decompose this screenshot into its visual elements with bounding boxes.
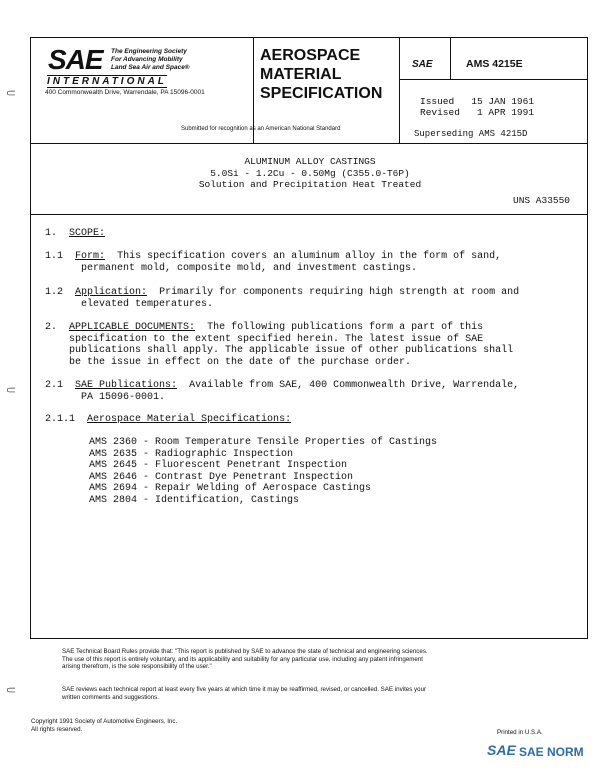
title-line: ALUMINUM ALLOY CASTINGS [244, 156, 376, 167]
section-2-1 [45, 380, 519, 403]
copyright [31, 718, 177, 733]
spec-title [31, 156, 589, 191]
logo-international: INTERNATIONAL [47, 76, 167, 87]
printed-in: Printed in U.S.A. [497, 729, 543, 736]
section-2-1-1 [45, 414, 291, 426]
divider [399, 38, 400, 143]
divider [399, 79, 587, 80]
logo-tagline [111, 48, 190, 72]
title-line: Solution and Precipitation Heat Treated [198, 179, 422, 190]
ams-number: AMS 4215E [466, 58, 523, 70]
section-text: The following publications form a part of this [207, 322, 484, 333]
section-1-2 [45, 287, 519, 310]
doc-type-line: SPECIFICATION [260, 85, 383, 102]
section-title: Aerospace Material Specifications: [87, 414, 292, 425]
submitted-note: Submitted for recognition as an American National Standard [181, 126, 341, 132]
section-label: Form: [75, 251, 106, 262]
issued-date: Issued 15 JAN 1961 [420, 96, 535, 107]
doc-type-line: AEROSPACE [260, 47, 361, 64]
logo-line: Land Sea Air and Space® [111, 64, 190, 71]
footer-line: The use of this report is entirely voluntary, and its applicability and suitability for any particular use, including any patent infringement [62, 655, 424, 663]
list-item: AMS 2646 - Contrast Dye Penetrant Inspection [89, 471, 354, 483]
section-1-heading [45, 228, 105, 240]
section-number: 2.1.1 [45, 414, 76, 425]
section-number: 1. [45, 228, 58, 239]
superseding: Superseding AMS 4215D [414, 129, 528, 139]
revised-date: Revised 1 APR 1991 [420, 107, 535, 118]
watermark-logo: SAE [487, 742, 516, 758]
list-item: AMS 2635 - Radiographic Inspection [89, 448, 294, 460]
watermark-text: SAE NORM [519, 745, 584, 759]
sae-logo: SAE [48, 44, 103, 75]
uns-number: UNS A33550 [513, 195, 571, 206]
title-line: 5.0Si - 1.2Cu - 0.50Mg (C355.0-T6P) [210, 167, 410, 179]
scan-mark: ⸦ [4, 682, 18, 698]
board-rules-note [62, 648, 428, 671]
section-number: 2.1 [45, 380, 64, 391]
section-text: specification to the extent specified herein. The latest issue of SAE [69, 333, 484, 345]
footer-line: SAE reviews each technical report at least every five years at which time it may be reaffirmed, revised, or cancelled. SAE invites your [62, 686, 427, 693]
review-note [62, 686, 426, 701]
section-number: 1.2 [45, 287, 64, 298]
footer-line: SAE Technical Board Rules provide that: "This report is published by SAE to advance the state of technical and engineering sciences. [62, 648, 428, 655]
section-text: PA 15096-0001. [81, 391, 166, 403]
section-title: APPLICABLE DOCUMENTS: [69, 322, 196, 333]
list-item: AMS 2804 - Identification, Castings [89, 494, 300, 506]
footer-line: Copyright 1991 Society of Automotive Engineers, Inc. [31, 718, 178, 725]
list-item: AMS 2645 - Fluorescent Penetrant Inspection [89, 460, 348, 471]
divider [450, 38, 451, 79]
footer-line: arising therefrom, is the sole responsibility of the user." [62, 663, 212, 671]
scan-mark: ⸦ [4, 85, 18, 101]
list-item: AMS 2360 - Room Temperature Tensile Properties of Castings [89, 437, 438, 448]
section-text: permanent mold, composite mold, and investment castings. [81, 262, 418, 274]
scan-mark: ⸦ [4, 382, 18, 398]
section-text: be the issue in effect on the date of the purchase order. [69, 356, 412, 368]
section-1-1 [45, 251, 501, 274]
doc-type [260, 46, 382, 103]
section-label: Application: [75, 287, 148, 298]
list-item: AMS 2694 - Repair Welding of Aerospace Castings [89, 483, 372, 494]
section-title: SCOPE: [69, 228, 106, 239]
footer-line: All rights reserved. [31, 725, 83, 733]
address: 400 Commonwealth Drive, Warrendale, PA 15096-0001 [45, 89, 205, 96]
section-text: publications shall apply. The applicable issue of other publications shall [69, 345, 514, 356]
sae-small-logo: SAE [412, 59, 433, 70]
logo-line: For Advancing Mobility [111, 56, 183, 63]
section-label: SAE Publications: [75, 380, 178, 391]
section-text: elevated temperatures. [81, 298, 214, 310]
footer-line: written comments and suggestions. [62, 693, 159, 701]
spec-header-frame [30, 37, 588, 639]
section-number: 1.1 [45, 251, 64, 262]
ams-reference-list [89, 437, 437, 506]
section-text: This specification covers an aluminum alloy in the form of sand, [117, 251, 502, 262]
issue-dates [420, 96, 534, 118]
section-text: Primarily for components requiring high strength at room and [159, 287, 520, 298]
divider [31, 214, 587, 215]
section-number: 2. [45, 322, 58, 333]
section-text: Available from SAE, 400 Commonwealth Drive, Warrendale, [189, 380, 520, 391]
section-2 [45, 322, 513, 368]
divider [31, 143, 587, 144]
doc-type-line: MATERIAL [260, 66, 342, 83]
logo-line: The Engineering Society [111, 48, 187, 55]
